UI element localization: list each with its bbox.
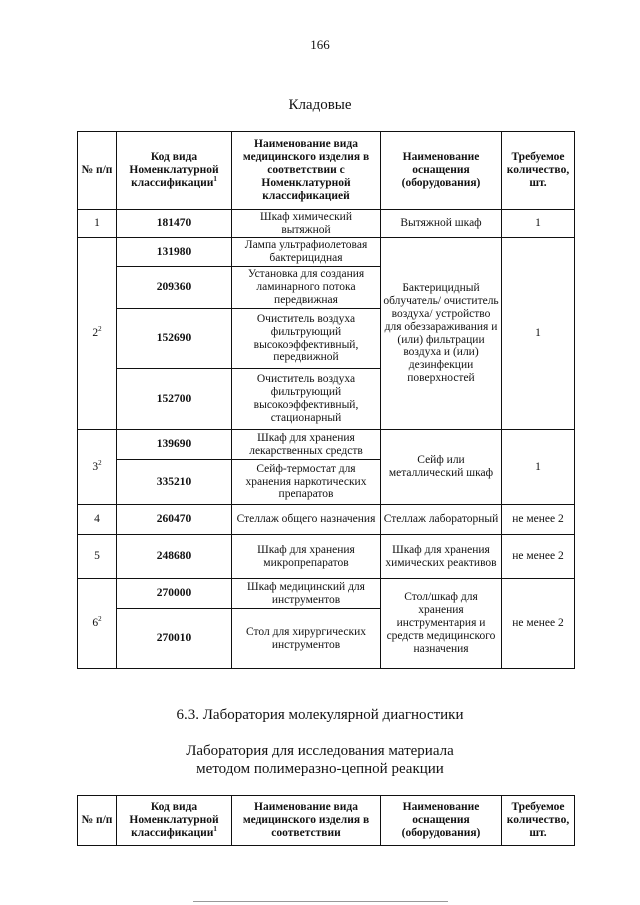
classification-code: 270010 bbox=[117, 609, 232, 669]
page-number: 166 bbox=[310, 37, 330, 52]
classification-code: 260470 bbox=[117, 505, 232, 535]
pcr-lab-equipment-table bbox=[77, 795, 575, 846]
device-name: Очиститель воздуха фильтрующий высокоэффективный, стационарный bbox=[232, 369, 381, 430]
quantity: не менее 2 bbox=[502, 505, 575, 535]
header-device-name: Наименование вида медицинского изделия в соответствии с Номенклатурной классификацией bbox=[232, 132, 381, 210]
header-code: Код вида Номенклатурной классификации$^1$ bbox=[117, 132, 232, 210]
equipment-name: Сейф или металлический шкаф bbox=[381, 430, 502, 505]
section-heading: 6.3. Лаборатория молекулярной диагностики bbox=[176, 707, 464, 723]
header-code: Код вида Номенклатурной классификации$^1$ bbox=[117, 796, 232, 846]
device-name: Шкаф для хранения лекарственных средств bbox=[232, 430, 381, 460]
classification-code: 152700 bbox=[117, 369, 232, 430]
table-row bbox=[78, 505, 575, 535]
classification-code: 270000 bbox=[117, 579, 232, 609]
table-row bbox=[78, 210, 575, 238]
device-name: Шкаф медицинский для инструментов bbox=[232, 579, 381, 609]
scan-edge-line bbox=[193, 901, 448, 902]
classification-code: 248680 bbox=[117, 535, 232, 579]
header-quantity: Требуемое количество, шт. bbox=[502, 132, 575, 210]
device-name: Стеллаж общего назначения bbox=[232, 505, 381, 535]
table-header-row bbox=[78, 132, 575, 210]
row-number: $6^2$ bbox=[78, 579, 117, 669]
quantity: 1 bbox=[502, 238, 575, 430]
header-quantity: Требуемое количество, шт. bbox=[502, 796, 575, 846]
row-number: 4 bbox=[78, 505, 117, 535]
table-header-row bbox=[78, 796, 575, 846]
quantity: 1 bbox=[502, 210, 575, 238]
row-number: $3^2$ bbox=[78, 430, 117, 505]
row-number: 5 bbox=[78, 535, 117, 579]
row-number: 1 bbox=[78, 210, 117, 238]
device-name: Шкаф для хранения микропрепаратов bbox=[232, 535, 381, 579]
quantity: не менее 2 bbox=[502, 535, 575, 579]
device-name: Стол для хирургических инструментов bbox=[232, 609, 381, 669]
quantity: не менее 2 bbox=[502, 579, 575, 669]
classification-code: 152690 bbox=[117, 309, 232, 369]
quantity: 1 bbox=[502, 430, 575, 505]
classification-code: 139690 bbox=[117, 430, 232, 460]
classification-code: 181470 bbox=[117, 210, 232, 238]
device-name: Сейф-термостат для хранения наркотических препаратов bbox=[232, 460, 381, 505]
equipment-name: Вытяжной шкаф bbox=[381, 210, 502, 238]
device-name: Шкаф химический вытяжной bbox=[232, 210, 381, 238]
storage-equipment-table bbox=[77, 131, 575, 669]
section-title: Кладовые bbox=[288, 97, 352, 113]
equipment-name: Стол/шкаф для хранения инструментария и средств медицинского назначения bbox=[381, 579, 502, 669]
header-num: № п/п bbox=[78, 796, 117, 846]
equipment-name: Бактерицидный облучатель/ очиститель воздуха/ устройство для обеззараживания и (или) фильтрации воздуха и (или) дезинфекции поверхностей bbox=[381, 238, 502, 430]
equipment-name: Стеллаж лабораторный bbox=[381, 505, 502, 535]
header-equipment: Наименование оснащения (оборудования) bbox=[381, 796, 502, 846]
table-row bbox=[78, 535, 575, 579]
table-row bbox=[78, 579, 575, 609]
classification-code: 209360 bbox=[117, 267, 232, 309]
header-equipment: Наименование оснащения (оборудования) bbox=[381, 132, 502, 210]
classification-code: 131980 bbox=[117, 238, 232, 267]
header-num: № п/п bbox=[78, 132, 117, 210]
device-name: Установка для создания ламинарного потока передвижная bbox=[232, 267, 381, 309]
header-device-name: Наименование вида медицинского изделия в соответствии bbox=[232, 796, 381, 846]
classification-code: 335210 bbox=[117, 460, 232, 505]
table-row bbox=[78, 430, 575, 460]
table-row bbox=[78, 238, 575, 267]
device-name: Лампа ультрафиолетовая бактерицидная bbox=[232, 238, 381, 267]
subsection-heading: Лаборатория для исследования материала методом полимеразно-цепной реакции bbox=[186, 743, 454, 777]
device-name: Очиститель воздуха фильтрующий высокоэффективный, передвижной bbox=[232, 309, 381, 369]
row-number: $2^2$ bbox=[78, 238, 117, 430]
equipment-name: Шкаф для хранения химических реактивов bbox=[381, 535, 502, 579]
